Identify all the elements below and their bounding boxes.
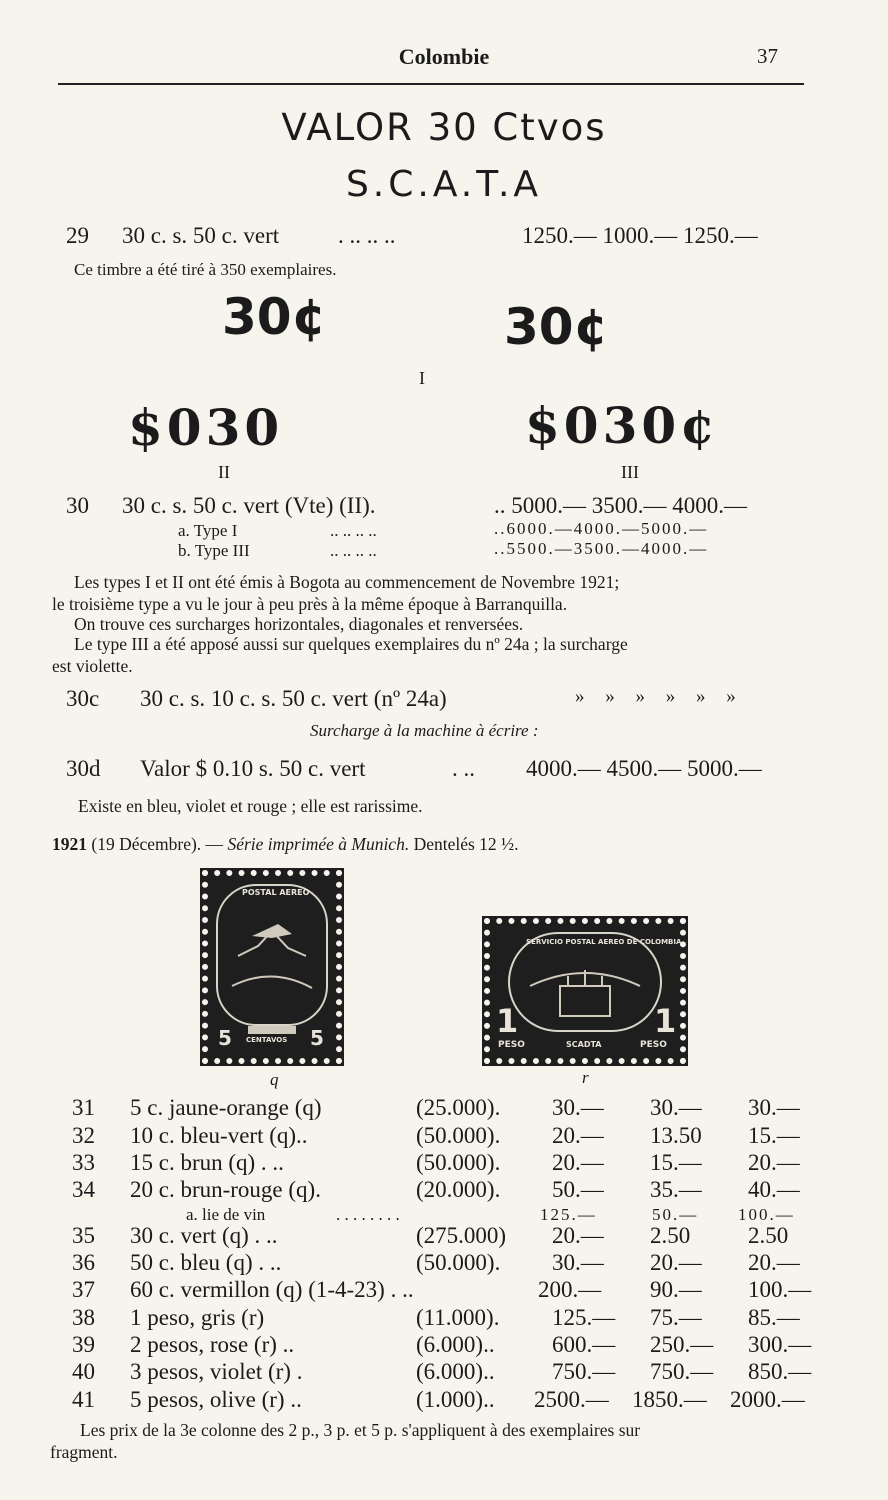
row-number: 40 — [72, 1359, 95, 1384]
note-30-line: On trouve ces surcharges horizontales, diagonales et renversées. — [74, 614, 524, 634]
row-price-mint: 750.— — [552, 1359, 616, 1384]
table-row — [0, 1359, 888, 1387]
row-price-mint: 20.— — [552, 1123, 604, 1148]
item-30c-number: 30c — [66, 686, 100, 711]
series-year: 1921 — [52, 834, 87, 854]
row-description: 60 c. vermillon (q) (1-4-23) . .. — [130, 1277, 414, 1302]
row-description: 1 peso, gris (r) — [130, 1305, 265, 1330]
stamp-r-caption: r — [582, 1068, 589, 1087]
row-price-mint: 30.— — [552, 1250, 604, 1275]
row-price-cover: 40.— — [748, 1177, 800, 1202]
footnote-line: fragment. — [50, 1442, 118, 1462]
type-iii-label: III — [621, 462, 639, 482]
item-30-prices: .. 5000.— 3500.— 4000.— — [494, 493, 747, 518]
table-row — [0, 1223, 888, 1251]
row-quantity: (6.000).. — [416, 1359, 495, 1384]
type-i-right: 30¢ — [504, 298, 609, 356]
row-price-cover: 30.— — [748, 1095, 800, 1120]
item-30b-prices: ..5500.—3500.—4000.— — [494, 539, 709, 558]
item-30d-dots: . .. — [452, 756, 475, 781]
item-30d-desc: Valor $ 0.10 s. 50 c. vert — [140, 756, 366, 781]
row-price-used: 750.— — [650, 1359, 714, 1384]
stamp-q-image — [202, 870, 342, 1064]
table-row — [0, 1277, 888, 1305]
table-row — [0, 1305, 888, 1333]
table-row — [0, 1123, 888, 1151]
row-price-mint: 200.— — [538, 1277, 602, 1302]
row-price-mint: 20.— — [552, 1223, 604, 1248]
subrow-price-mint: 125.— — [540, 1205, 597, 1224]
note-30-line: Le type III a été apposé aussi sur quelques exemplaires du nº 24a ; la surcharge — [74, 634, 628, 654]
row-number: 41 — [72, 1387, 95, 1412]
item-30-number: 30 — [66, 493, 89, 518]
row-description: 15 c. brun (q) . .. — [130, 1150, 284, 1175]
row-price-cover: 15.— — [748, 1123, 800, 1148]
row-quantity: (1.000).. — [416, 1387, 495, 1412]
table-row — [0, 1177, 888, 1205]
type-iii-overprint: $030¢ — [525, 396, 719, 455]
row-number: 34 — [72, 1177, 95, 1202]
header-rule — [58, 83, 804, 85]
row-price-used: 35.— — [650, 1177, 702, 1202]
stamp-q-centavos: CENTAVOS — [246, 1036, 288, 1044]
stamp-q-value-left: 5 — [218, 1026, 232, 1050]
note-30-line: Les types I et II ont été émis à Bogota au commencement de Novembre 1921; — [74, 572, 620, 592]
note-30-line: est violette. — [52, 656, 133, 676]
note-30-line: le troisième type a vu le jour à peu près à la même époque à Barranquilla. — [52, 594, 568, 614]
item-30a-label: a. Type I — [178, 521, 238, 540]
type-ii-label: II — [218, 462, 230, 482]
row-quantity: (6.000).. — [416, 1332, 495, 1357]
row-price-cover: 300.— — [748, 1332, 812, 1357]
series-date: (19 Décembre). — — [91, 834, 228, 854]
stamp-r-band: SCADTA — [566, 1040, 602, 1049]
row-price-used: 1850.— — [632, 1387, 707, 1412]
row-price-mint: 50.— — [552, 1177, 604, 1202]
row-price-used: 13.50 — [650, 1123, 702, 1148]
row-number: 39 — [72, 1332, 95, 1357]
stamp-q-top-text: POSTAL AEREO — [242, 888, 310, 897]
item-30a-dots: .. .. .. .. — [330, 521, 377, 540]
running-title: Colombie — [398, 44, 490, 69]
subrow-price-used: 50.— — [652, 1205, 699, 1224]
row-quantity: (50.000). — [416, 1150, 501, 1175]
row-quantity: (20.000). — [416, 1177, 501, 1202]
item-30d-number: 30d — [66, 756, 101, 781]
table-row — [0, 1150, 888, 1178]
row-price-cover: 2.50 — [748, 1223, 789, 1248]
series-heading — [52, 834, 519, 855]
row-quantity: (275.000) — [416, 1223, 507, 1248]
table-subrow — [0, 1205, 888, 1225]
row-description: 2 pesos, rose (r) .. — [130, 1332, 295, 1357]
table-row — [0, 1387, 888, 1415]
row-price-used: 15.— — [650, 1150, 702, 1175]
footnote-line: Les prix de la 3e colonne des 2 p., 3 p. et 5 p. s'appliquent à des exemplaires sur — [80, 1420, 641, 1440]
row-price-cover: 20.— — [748, 1250, 800, 1275]
stamp-r-value-left: 1 — [496, 1002, 519, 1040]
row-quantity: (11.000). — [416, 1305, 500, 1330]
row-description: 20 c. brun-rouge (q). — [130, 1177, 321, 1202]
overprint-line-1: VALOR 30 Ctvos — [281, 106, 607, 149]
subrow-dots: . . . . . . . . — [336, 1205, 400, 1224]
row-price-mint: 2500.— — [534, 1387, 609, 1412]
item-30d-prices: 4000.— 4500.— 5000.— — [526, 756, 762, 781]
row-description: 50 c. bleu (q) . .. — [130, 1250, 282, 1275]
row-quantity: (25.000). — [416, 1095, 501, 1120]
series-printer: Série imprimée à Munich. — [227, 834, 410, 854]
row-price-mint: 20.— — [552, 1150, 604, 1175]
row-price-used: 2.50 — [650, 1223, 691, 1248]
note-29: Ce timbre a été tiré à 350 exemplaires. — [74, 260, 337, 279]
stamp-r-top-text: SERVICIO POSTAL AEREO DE COLOMBIA — [526, 938, 682, 946]
row-description: 10 c. bleu-vert (q).. — [130, 1123, 308, 1148]
type-i-label: I — [419, 368, 425, 388]
stamp-q-value-right: 5 — [310, 1026, 324, 1050]
subrow-label: a. lie de vin — [186, 1205, 266, 1224]
row-description: 5 pesos, olive (r) .. — [130, 1387, 302, 1412]
item-30c-marks: » » » » » » — [575, 686, 736, 707]
row-price-used: 250.— — [650, 1332, 714, 1357]
row-number: 31 — [72, 1095, 95, 1120]
table-row — [0, 1095, 888, 1123]
row-price-cover: 20.— — [748, 1150, 800, 1175]
item-29-dots: . .. .. .. — [338, 223, 396, 248]
item-30b-dots: .. .. .. .. — [330, 541, 377, 560]
row-price-mint: 600.— — [552, 1332, 616, 1357]
table-row — [0, 1250, 888, 1278]
row-price-mint: 125.— — [552, 1305, 616, 1330]
item-30b-label: b. Type III — [178, 541, 250, 560]
row-number: 32 — [72, 1123, 95, 1148]
note-30d: Existe en bleu, violet et rouge ; elle est rarissime. — [78, 796, 423, 816]
row-price-cover: 2000.— — [730, 1387, 805, 1412]
row-price-used: 30.— — [650, 1095, 702, 1120]
item-29-prices: 1250.— 1000.— 1250.— — [522, 223, 758, 248]
stamp-q-caption: q — [270, 1070, 279, 1089]
row-price-used: 75.— — [650, 1305, 702, 1330]
row-description: 30 c. vert (q) . .. — [130, 1223, 278, 1248]
item-29-desc: 30 c. s. 50 c. vert — [122, 223, 280, 248]
type-i-left: 30¢ — [222, 288, 327, 346]
stamp-r-value-right: 1 — [654, 1002, 677, 1040]
series-perforation: Dentelés 12 ½. — [409, 834, 519, 854]
row-number: 35 — [72, 1223, 95, 1248]
row-description: 5 c. jaune-orange (q) — [130, 1095, 322, 1120]
row-number: 36 — [72, 1250, 95, 1275]
stamp-r-image — [484, 918, 686, 1064]
item-30-desc: 30 c. s. 50 c. vert (Vte) (II). — [122, 493, 376, 518]
stamp-r-peso-left: PESO — [498, 1040, 525, 1050]
type-ii-overprint: $030 — [128, 398, 284, 457]
page-number: 37 — [757, 44, 778, 68]
overprint-line-2: S.C.A.T.A — [345, 164, 543, 205]
row-price-cover: 100.— — [748, 1277, 812, 1302]
row-price-cover: 850.— — [748, 1359, 812, 1384]
item-30c-desc: 30 c. s. 10 c. s. 50 c. vert (nº 24a) — [140, 686, 447, 711]
row-number: 33 — [72, 1150, 95, 1175]
row-price-used: 90.— — [650, 1277, 702, 1302]
row-quantity: (50.000). — [416, 1250, 501, 1275]
row-price-cover: 85.— — [748, 1305, 800, 1330]
row-price-mint: 30.— — [552, 1095, 604, 1120]
item-30a-prices: ..6000.—4000.—5000.— — [494, 519, 709, 538]
table-row — [0, 1332, 888, 1360]
row-price-used: 20.— — [650, 1250, 702, 1275]
stamp-r-peso-right: PESO — [640, 1040, 667, 1050]
row-quantity: (50.000). — [416, 1123, 501, 1148]
row-number: 38 — [72, 1305, 95, 1330]
row-number: 37 — [72, 1277, 95, 1302]
item-29-number: 29 — [66, 223, 89, 248]
row-description: 3 pesos, violet (r) . — [130, 1359, 303, 1384]
machine-heading: Surcharge à la machine à écrire : — [310, 721, 539, 740]
subrow-price-cover: 100.— — [738, 1205, 795, 1224]
